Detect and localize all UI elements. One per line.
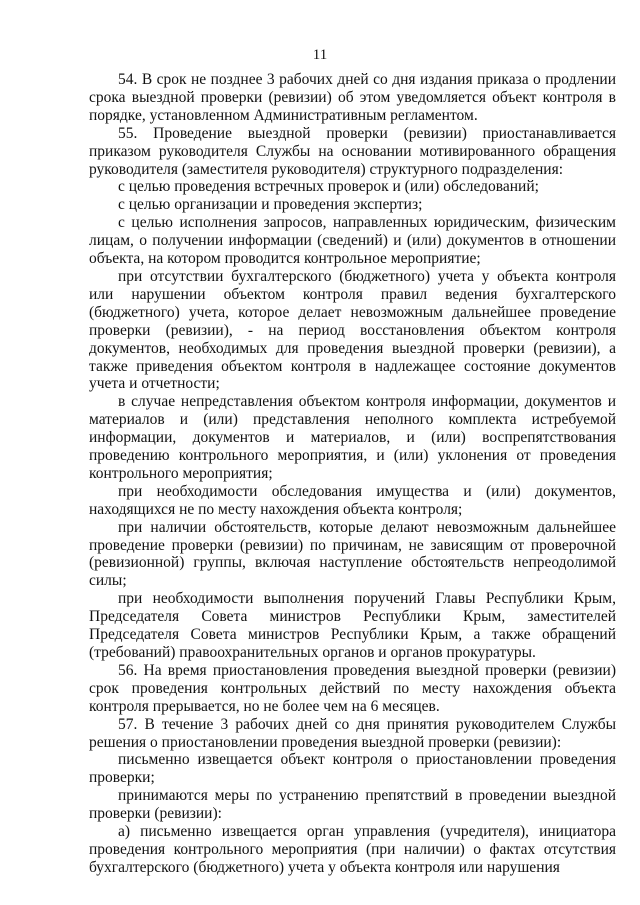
list-item-notify-authority: а) письменно извещается орган управления (учредителя), инициатора проведения контрольного мероприятия (при наличии) о фактах отсутствия бухгалтерского (бюджетного) учета у объекта контроля или нарушения: [89, 823, 616, 876]
list-item-accounting-absence: при отсутствии бухгалтерского (бюджетного) учета у объекта контроля или нарушении объектом контроля правил ведения бухгалтерского (бюджетного) учета, которое делает невозможным дальнейшее проведение проверки (ревизии), - на период восстановления объектом контроля документов, необходимых для проведения выездной проверки (ревизии), а также приведения объектом контроля в надлежащее состояние документов учета и отчетности;: [89, 267, 616, 393]
paragraph-57: 57. В течение 3 рабочих дней со дня принятия руководителем Службы решения о приостановлении проведения выездной проверки (ревизии):: [89, 715, 616, 751]
list-item-remove-obstacles: принимаются меры по устранению препятствий в проведении выездной проверки (ревизии):: [89, 787, 616, 823]
paragraph-55: 55. Проведение выездной проверки (ревизии) приостанавливается приказом руководителя Службы на основании мотивированного обращения руководителя (заместителя руководителя) структурного подразделения:: [89, 124, 616, 178]
paragraph-56: 56. На время приостановления проведения выездной проверки (ревизии) срок проведения контрольных действий по месту нахождения объекта контроля прерывается, но не более чем на 6 месяцев.: [89, 661, 616, 715]
paragraph-54: 54. В срок не позднее 3 рабочих дней со дня издания приказа о продлении срока выездной проверки (ревизии) об этом уведомляется объект контроля в порядке, установленном Административным регламентом.: [89, 71, 616, 124]
list-item-instructions: при необходимости выполнения поручений Главы Республики Крым, Председателя Совета министров Республики Крым, заместителей Председателя Совета министров Республики Крым, а также обращений (требований) правоохранительных органов и органов прокуратуры.: [89, 590, 616, 661]
list-item-non-provision: в случае непредставления объектом контроля информации, документов и материалов и (или) представления неполного комплекта истребуемой информации, документов и материалов, и (или) воспрепятствования проведению контрольного мероприятия, и (или) уклонения от проведения контрольного мероприятия;: [89, 393, 616, 482]
list-item-expertise: с целью организации и проведения экспертиз;: [118, 196, 423, 214]
list-item-requests: с целью исполнения запросов, направленных юридическим, физическим лицам, о получении информации (сведений) и (или) документов в отношении объекта, на котором проводится контрольное мероприятие;: [89, 214, 616, 268]
document-body: [89, 71, 616, 877]
list-item-property-inspection: при необходимости обследования имущества и (или) документов, находящихся не по месту нахождения объекта контроля;: [89, 482, 616, 518]
page-number: 11: [312, 47, 328, 63]
list-item-counter-checks: с целью проведения встречных проверок и (или) обследований;: [118, 178, 539, 196]
list-item-notify-object: письменно извещается объект контроля о приостановлении проведения проверки;: [89, 751, 616, 787]
list-item-force-majeure: при наличии обстоятельств, которые делают невозможным дальнейшее проведение проверки (ревизии) по причинам, не зависящим от проверочной (ревизионной) группы, включая наступление обстоятельств непреодолимой силы;: [89, 518, 616, 590]
